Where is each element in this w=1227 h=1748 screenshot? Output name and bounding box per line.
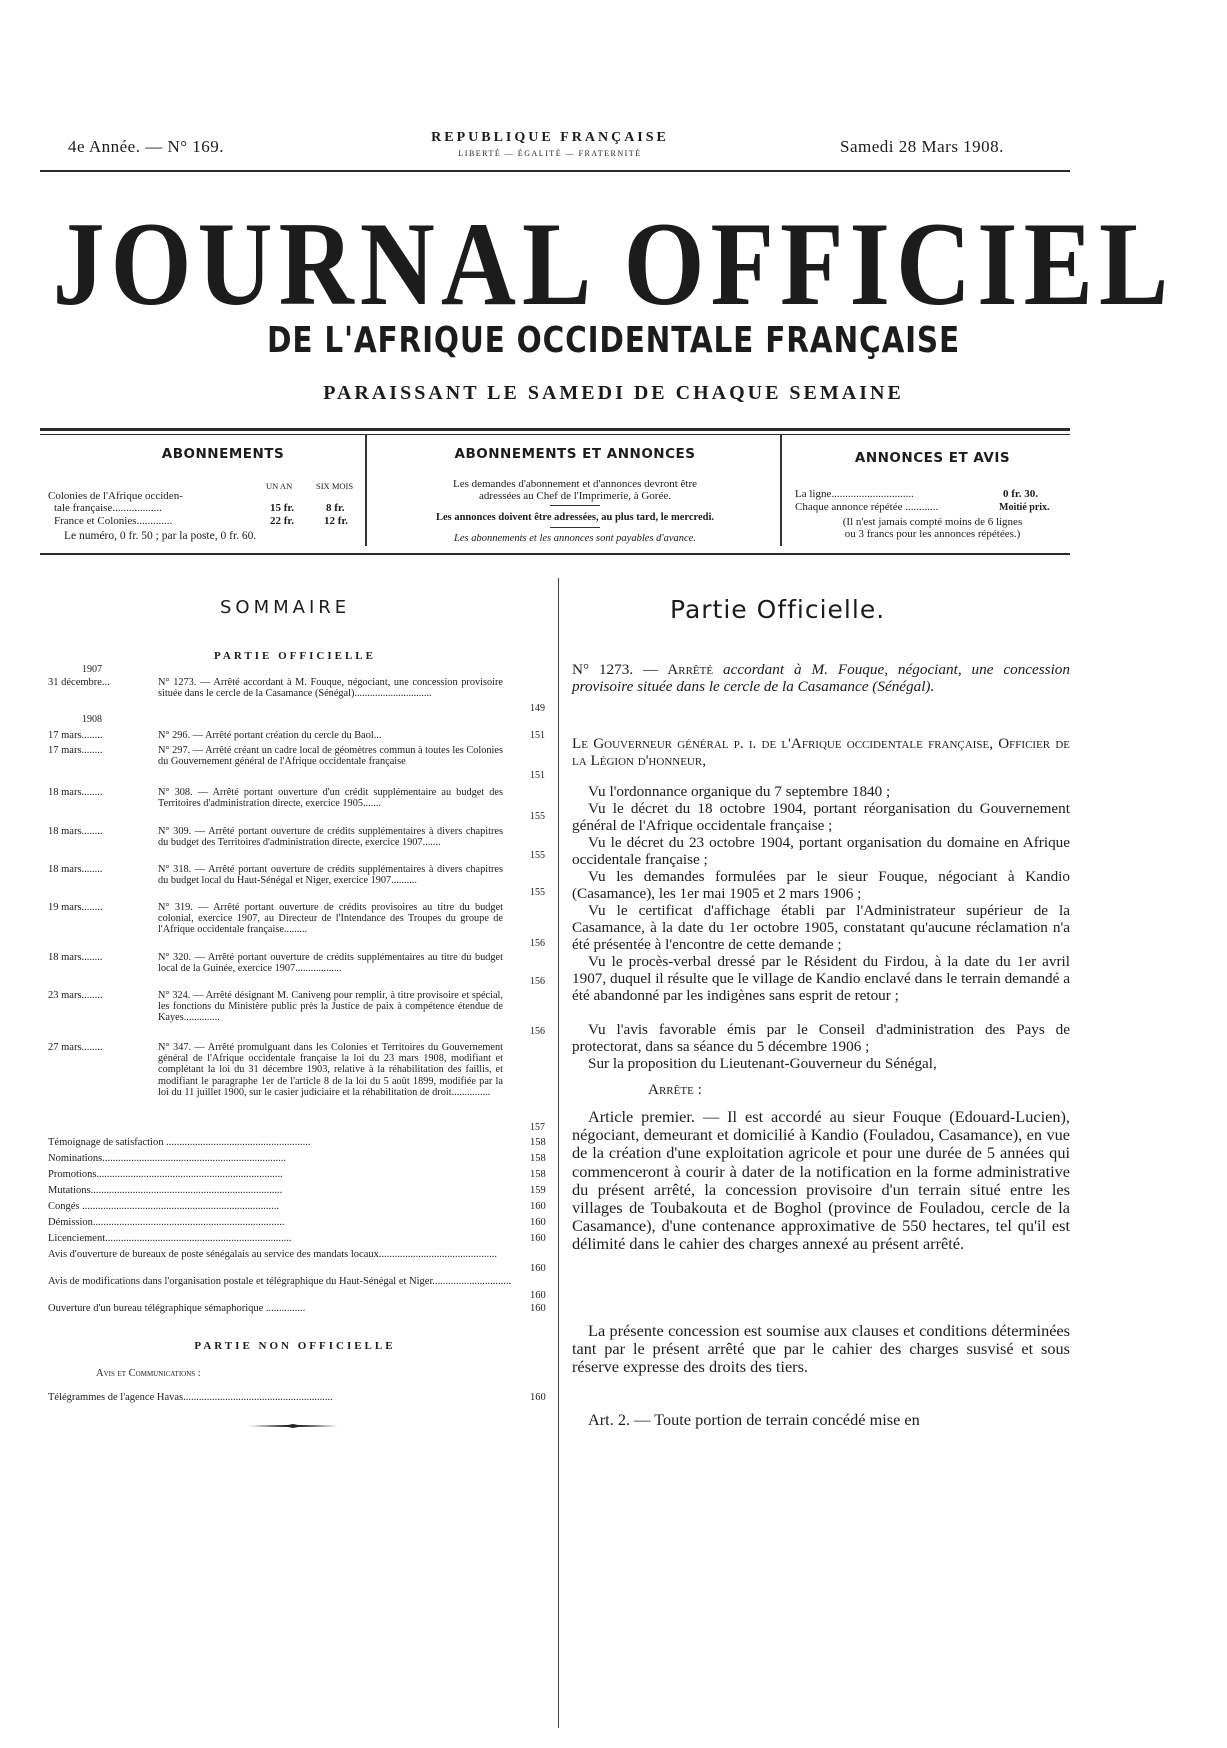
row1-label2: tale française.................. [54,502,162,514]
sommaire-entry-date: 31 décembre... [48,677,110,688]
misc-entry-page: 160 [530,1303,546,1314]
republique-label: REPUBLIQUE FRANÇAISE [431,130,669,145]
misc-entry-text: Licenciement....................................................................... [48,1233,292,1244]
misc-entry-page: 160 [530,1263,546,1274]
misc-entry [48,1169,546,1181]
col-un-an: UN AN [266,481,293,491]
sommaire-entry-text: N° 1273. — Arrêté accordant à M. Fouque, négociant, une concession provisoire située dans le cercle de la Casamance (Sénégal).............................. [158,677,503,700]
misc-entry-text: Témoignage de satisfaction ....................................................... [48,1137,311,1148]
arrete-label: Arrête : [648,1081,702,1098]
sommaire-entry-page: 151 [530,770,545,781]
sommaire-entry-text: N° 347. — Arrêté promulguant dans les Colonies et Territoires du Gouvernement général de l'Afrique occidentale française la loi du 23 mars 1908, modifiant et complétant la loi du 31 décembre 1903, relative à la réhabilitation des faillis, et modifiant le paragraphe 1er de l'article 8 de la loi du 5 août 1899, modifiée par la loi du 11 juillet 1900, sur le casier judiciaire et la réhabilitation de droit............... [158,1042,503,1098]
sommaire-entry-text: N° 320. — Arrêté portant ouverture de crédits supplémentaires au titre du budget local de la Guinée, exercice 1907.................. [158,952,503,975]
masthead-subtitle: DE L'AFRIQUE OCCIDENTALE FRANÇAISE [266,320,961,361]
subscription-box [40,428,1070,553]
row1-an: 15 fr. [270,502,295,514]
vu-3: Vu les demandes formulées par le sieur Fouque, négociant à Kandio (Casamance), les 1er mai 1905 et 2 mars 1906 ; [572,868,1070,902]
sommaire-entry-page: 149 [530,703,545,714]
misc-entry-page: 158 [530,1153,546,1164]
arrete-title-prefix: N° 1273. — Arrêté [572,661,714,678]
vu-0: Vu l'ordonnance organique du 7 septembre 1840 ; [588,783,891,800]
row2-an: 22 fr. [270,515,295,527]
vu-6: Vu l'avis favorable émis par le Conseil d'administration des Pays de protectorat, dans sa séance du 5 décembre 1906 ; [572,1021,1070,1055]
year-1907: 1907 [82,664,102,675]
ligne-price: 0 fr. 30. [1003,488,1039,500]
sommaire-entry-page: 151 [530,730,545,741]
sommaire-entry-text: N° 297. — Arrêté créant un cadre local de géomètres commun à toutes les Colonies du Gouvernement général de l'Afrique occidentale française [158,745,503,768]
misc-entry-page: 160 [530,1201,546,1212]
misc-entry-text: Nominations...................................................................... [48,1153,286,1164]
abonnements-col [48,428,398,553]
partie-officielle-label: PARTIE OFFICIELLE [214,650,376,662]
misc-entry-page: 159 [530,1185,546,1196]
misc-entry [48,1217,546,1229]
year-1908: 1908 [82,714,102,725]
republique-block [380,130,720,158]
misc-entry [48,1276,546,1301]
ornament-divider [248,1424,338,1428]
sommaire-entry-date: 17 mars........ [48,730,103,741]
misc-entry [48,1233,546,1245]
sommaire-entry-date: 27 mars........ [48,1042,103,1053]
article-2: Art. 2. — Toute portion de terrain concédé mise en [588,1410,920,1429]
misc-entry-text: Avis d'ouverture de bureaux de poste sénégalais au service des mandats locaux............................................. [48,1249,497,1260]
repete-price: Moitié prix. [999,502,1050,513]
sommaire-entry-text: N° 318. — Arrêté portant ouverture de crédits supplémentaires à divers chapitres du budget local du Haut-Sénégal et Niger, exercice 1907.......... [158,864,503,887]
misc-entry-page: 160 [530,1217,546,1228]
misc-entry [48,1185,546,1197]
havas-page: 160 [530,1392,546,1403]
sommaire-entry-page: 156 [530,1026,545,1037]
sommaire-entry-text: N° 309. — Arrêté portant ouverture de crédits supplémentaires à divers chapitres du budget des Territoires d'administration directe, exercice 1907....... [158,826,503,849]
box-bottom-rule [40,553,1070,555]
avis-heading: ANNONCES ET AVIS [854,450,1011,466]
misc-entry [48,1303,546,1315]
avis-note2: ou 3 francs pour les annonces répétées.) [844,528,1021,540]
sommaire-entry-page: 155 [530,850,545,861]
annonces-line4: Les abonnements et les annonces sont payables d'avance. [454,533,696,544]
arrete-title [572,662,1070,696]
misc-entry-text: Congés ........................................................................... [48,1201,279,1212]
misc-entry-text: Mutations......................................................................... [48,1185,283,1196]
annonces-col [380,428,770,553]
issue-number: 4e Année. — N° 169. [68,137,225,156]
box-separator-2 [780,434,782,546]
sommaire-entry-page: 157 [530,1122,545,1133]
misc-entry-page: 158 [530,1169,546,1180]
masthead-tagline: PARAISSANT LE SAMEDI DE CHAQUE SEMAINE [323,382,904,404]
vu-4: Vu le certificat d'affichage établi par l'Administrateur supérieur de la Casamance, à la date du 1er octobre 1905, constatant qu'aucune réclamation n'a été présentée à l'encontre de cette demande ; [572,902,1070,953]
vu-2: Vu le décret du 23 octobre 1904, portant organisation du domaine en Afrique occidentale française ; [572,834,1070,868]
gouverneur-line: Le Gouverneur général p. i. de l'Afrique occidentale française, Officier de la Légion d'honneur, [572,735,1070,769]
avis-communications-label: Avis et Communications : [96,1368,201,1379]
havas-entry [48,1392,546,1404]
partie-officielle-heading: Partie Officielle. [670,595,886,624]
vu-7: Sur la proposition du Lieutenant-Gouverneur du Sénégal, [588,1055,937,1072]
misc-entry-page: 160 [530,1290,546,1301]
misc-entry [48,1249,546,1274]
sommaire-entry-text: N° 296. — Arrêté portant création du cercle du Baol... [158,730,382,741]
avis-col [795,428,1070,553]
arrete-title-rest: accordant à M. Fouque, négociant, une concession provisoire située dans le cercle de la Casamance (Sénégal). [572,661,1070,695]
misc-entry [48,1201,546,1213]
article-1-b: La présente concession est soumise aux clauses et conditions déterminées tant par le présent arrêté que par le cahier des charges susvisé et sous réserve expresse des droits des tiers. [572,1321,1070,1377]
row1-label: Colonies de l'Afrique occiden- [48,490,183,502]
partie-non-officielle-label: PARTIE NON OFFICIELLE [194,1340,396,1352]
sommaire-heading: SOMMAIRE [220,597,351,618]
misc-entry-text: Avis de modifications dans l'organisation postale et télégraphique du Haut-Sénégal et Niger.............................. [48,1276,512,1287]
annonces-line2: adressées au Chef de l'Imprimerie, à Gorée. [479,490,671,502]
sommaire-entry-date: 18 mars........ [48,787,103,798]
article-1: Article premier. — Il est accordé au sieur Fouque (Edouard-Lucien), négociant, demeurant et domicilié à Kandio (Fouladou, Casamance), en vue de la création d'une exploitation agricole et pour une durée de 5 années qui commenceront à courir à dater de la notification en la forme administrative du présent arrêté, la concession provisoire d'un terrain situé entre les villages de Toubakouta et de Boghol (province de Fouladou, cercle de la Casamance), d'une contenance approximative de 550 hectares, tel qu'il est délimité dans le cahier des charges annexé au présent arrêté. [572,1107,1070,1254]
misc-entry-page: 160 [530,1233,546,1244]
misc-entry-text: Ouverture d'un bureau télégraphique sémaphorique ............... [48,1303,306,1314]
sommaire-entry-page: 155 [530,811,545,822]
numero-price: Le numéro, 0 fr. 50 ; par la poste, 0 fr. 60. [64,530,257,542]
row2-six: 12 fr. [324,515,349,527]
sommaire-entry-date: 23 mars........ [48,990,103,1001]
misc-entry-text: Démission......................................................................... [48,1217,285,1228]
sommaire-entry-text: N° 319. — Arrêté portant ouverture de crédits provisoires au titre du budget colonial, exercice 1907, au Directeur de l'Intendance des Troupes du groupe de l'Afrique occidentale française......... [158,902,503,936]
issue-date: Samedi 28 Mars 1908. [840,137,1004,156]
repete-label: Chaque annonce répétée ............ [795,501,939,513]
sommaire-entry-page: 156 [530,938,545,949]
sommaire-entry-text: N° 308. — Arrêté portant ouverture d'un crédit supplémentaire au budget des Territoires d'administration directe, exercice 1905....... [158,787,503,810]
annonces-heading: ABONNEMENTS ET ANNONCES [454,446,696,462]
misc-entry-text: Promotions....................................................................... [48,1169,283,1180]
havas-text: Télégrammes de l'agence Havas......................................................... [48,1392,333,1403]
avis-note1: (Il n'est jamais compté moins de 6 lignes [842,516,1023,528]
misc-entry [48,1153,546,1165]
col-six-mois: SIX MOIS [316,481,354,491]
sommaire-entry-date: 18 mars........ [48,952,103,963]
sommaire-entry-date: 18 mars........ [48,826,103,837]
vu-1: Vu le décret du 18 octobre 1904, portant réorganisation du Gouvernement général de l'Afrique occidentale française ; [572,800,1070,834]
annonces-divider-2 [550,527,600,528]
annonces-line3: Les annonces doivent être adressées, au plus tard, le mercredi. [435,512,715,523]
column-separator [558,578,559,1728]
ligne-label: La ligne.............................. [795,488,914,500]
masthead-title: JOURNAL OFFICIEL [52,198,1175,331]
annonces-divider [550,505,600,506]
top-rule [40,170,1070,172]
vu-5: Vu le procès-verbal dressé par le Résident du Firdou, à la date du 1er avril 1907, duquel il résulte que le village de Kandio enclavé dans le terrain demandé a été abandonné par les indigènes sans esprit de retour ; [572,953,1070,1004]
sommaire-entry-date: 19 mars........ [48,902,103,913]
misc-entry-page: 158 [530,1137,546,1148]
misc-entry [48,1137,546,1149]
box-separator-1 [365,434,367,546]
row2-label: France et Colonies............. [54,515,173,527]
sommaire-entry-date: 17 mars........ [48,745,103,756]
sommaire-entry-page: 156 [530,976,545,987]
sommaire-entry-date: 18 mars........ [48,864,103,875]
motto: LIBERTÉ — ÉGALITÉ — FRATERNITÉ [458,149,642,158]
sommaire-entry-text: N° 324. — Arrêté désignant M. Caniveng pour remplir, à titre provisoire et spécial, les fonctions du Ministère public près la Justice de paix à compétence étendue de Kayes.............. [158,990,503,1024]
sommaire-entry-page: 155 [530,887,545,898]
abonnements-heading: ABONNEMENTS [161,446,285,462]
annonces-line1: Les demandes d'abonnement et d'annonces devront être [452,478,698,490]
row1-six: 8 fr. [326,502,345,514]
